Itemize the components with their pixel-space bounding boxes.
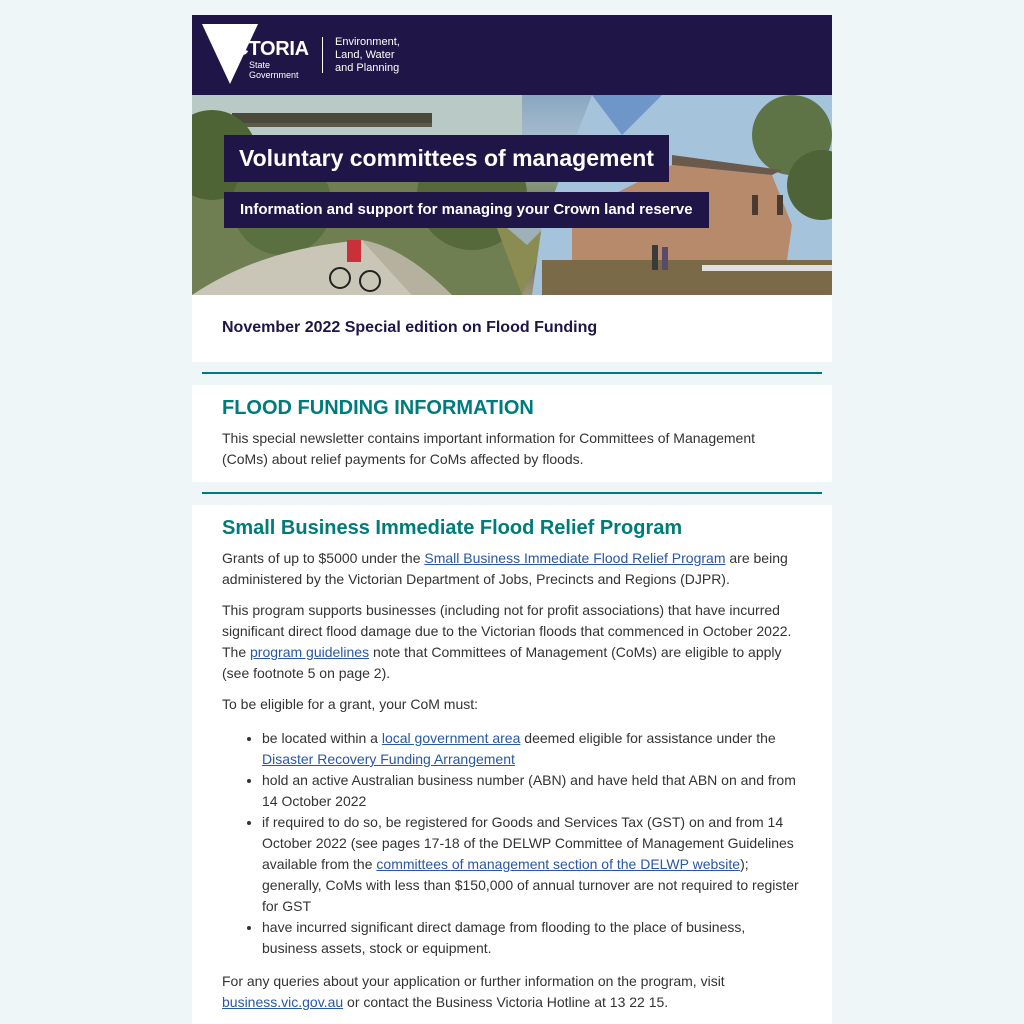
list-item: • be located within a local government area deemed eligible for assistance under the Disaster Recovery Funding Arrangement — [262, 728, 802, 770]
victoria-logo — [202, 24, 308, 86]
program-section — [192, 505, 832, 1024]
flood-info-heading: FLOOD FUNDING INFORMATION — [222, 397, 534, 419]
header-bar — [192, 15, 832, 95]
department-name: Environment, Land, Water and Planning — [335, 35, 400, 74]
section-separator — [192, 362, 832, 385]
eligibility-list — [262, 728, 802, 959]
program-heading: Small Business Immediate Flood Relief Program — [222, 517, 683, 539]
business-vic-link[interactable]: business.vic.gov.au — [222, 994, 344, 1010]
hero-banner — [192, 95, 832, 295]
flood-info-section — [192, 385, 832, 482]
edition-title: November 2022 Special edition on Flood Funding — [222, 319, 598, 336]
section-separator — [192, 482, 832, 505]
logo-wordmark: VICTORIA — [216, 38, 309, 60]
program-link[interactable]: Small Business Immediate Flood Relief Program — [424, 550, 726, 566]
header-divider — [322, 37, 323, 73]
flood-info-text: This special newsletter contains important information for Committees of Management (CoMs) about relief payments for CoMs affected by floods. — [222, 430, 756, 467]
banner-title: Voluntary committees of management — [224, 135, 669, 182]
delwp-website-link[interactable]: committees of management section of the DELWP website — [376, 856, 741, 872]
lga-link[interactable]: local government area — [381, 730, 521, 746]
program-paragraph-4: For any queries about your application or further information on the program, visit business.vic.gov.au or contact the Business Victoria Hotline at 13 22 15. — [222, 973, 725, 1010]
edition-section — [192, 295, 832, 362]
logo-subtext: State Government — [249, 60, 299, 80]
guidelines-link[interactable]: program guidelines — [250, 644, 370, 660]
program-paragraph-2: This program supports businesses (including not for profit associations) that have incurred significant direct flood damage due to the Victorian floods that commenced in October 2022. The program guidelines note that Committees of Management (CoMs) are eligible to apply (see footnote 5 on page 2). — [222, 602, 792, 681]
newsletter — [192, 15, 832, 1024]
banner-subtitle: Information and support for managing your Crown land reserve — [224, 192, 709, 228]
eligibility-intro: To be eligible for a grant, your CoM must: — [222, 696, 479, 712]
list-item: • if required to do so, be registered for Goods and Services Tax (GST) on and from 14 October 2022 (see pages 17-18 of the DELWP Committee of Management Guidelines available from the committees of management section of the DELWP website); generally, CoMs with less than $150,000 of annual turnover are not required to register for GST — [262, 812, 802, 917]
program-paragraph-1: Grants of up to $5000 under the Small Business Immediate Flood Relief Program are being administered by the Victorian Department of Jobs, Precincts and Regions (DJPR). — [222, 550, 788, 587]
list-item: • hold an active Australian business number (ABN) and have held that ABN on and from 14 October 2022 — [262, 770, 802, 812]
drfa-link[interactable]: Disaster Recovery Funding Arrangement — [262, 751, 515, 767]
list-item: • have incurred significant direct damage from flooding to the place of business, business assets, stock or equipment. — [262, 917, 802, 959]
